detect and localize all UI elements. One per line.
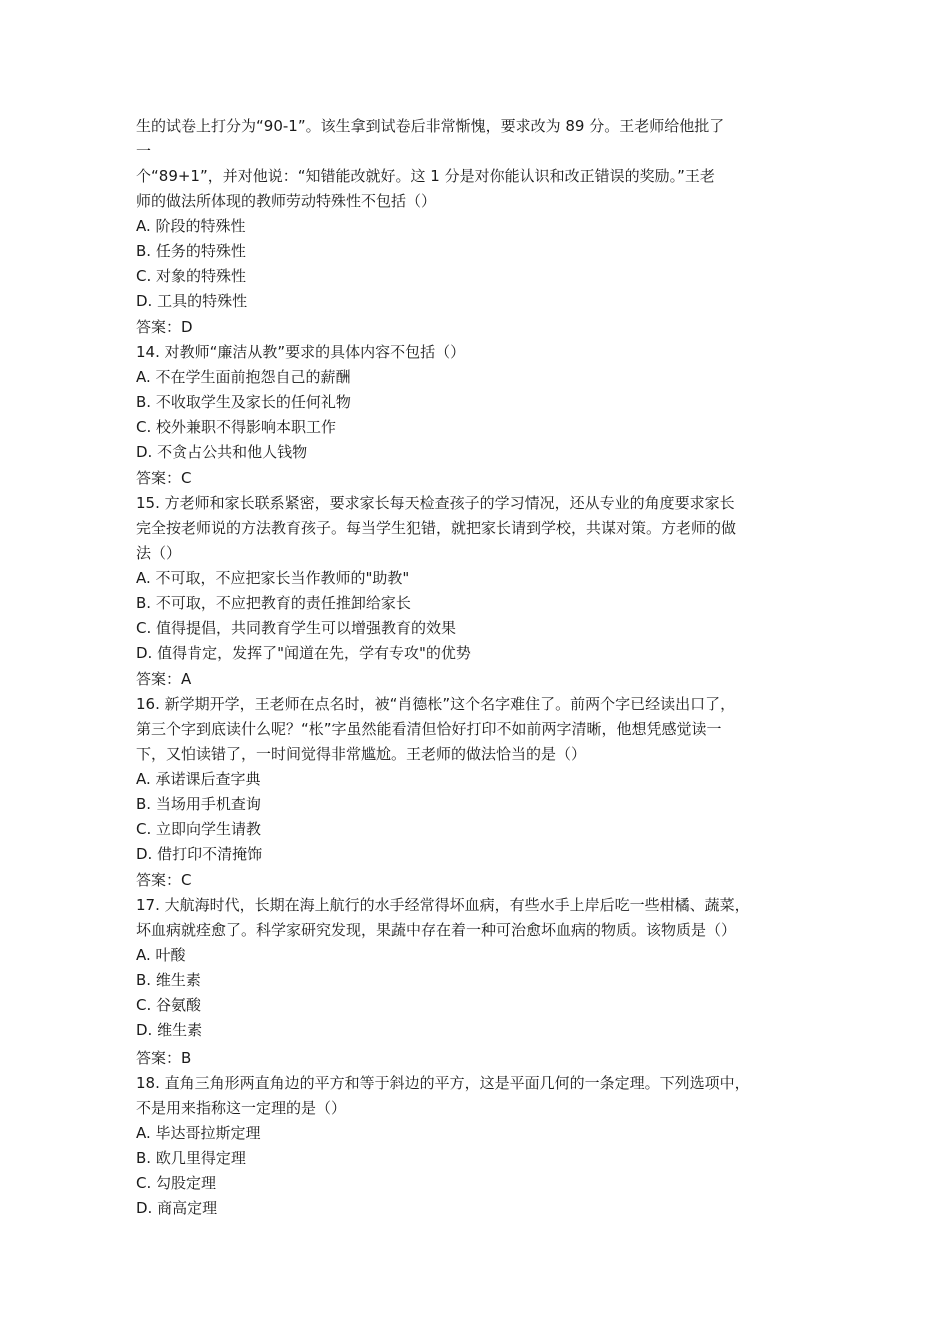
q18-option-d: D. 商高定理 [136, 1199, 218, 1217]
q17-option-c: C. 谷氨酸 [136, 996, 202, 1014]
q13-stem-line-2: 一 [136, 142, 152, 160]
q14-stem: 14. 对教师“廉洁从教”要求的具体内容不包括（） [136, 343, 466, 361]
q13-option-a: A. 阶段的特殊性 [136, 217, 246, 235]
q14-answer: 答案：C [136, 469, 192, 487]
q17-stem-line-1: 17. 大航海时代，长期在海上航行的水手经常得坏血病，有些水手上岸后吃一些柑橘、蔬菜， [136, 896, 750, 914]
q16-option-a: A. 承诺课后查字典 [136, 770, 261, 788]
q13-stem-line-4: 师的做法所体现的教师劳动特殊性不包括（） [136, 192, 437, 210]
q18-option-c: C. 勾股定理 [136, 1174, 217, 1192]
q14-option-b: B. 不收取学生及家长的任何礼物 [136, 393, 351, 411]
q18-stem-line-1: 18. 直角三角形两直角边的平方和等于斜边的平方，这是平面几何的一条定理。下列选项中， [136, 1074, 750, 1092]
q17-stem-line-2: 坏血病就痊愈了。科学家研究发现，果蔬中存在着一种可治愈坏血病的物质。该物质是（） [136, 921, 737, 939]
q16-option-c: C. 立即向学生请教 [136, 820, 262, 838]
q17-option-d: D. 维生素 [136, 1021, 203, 1039]
q14-option-d: D. 不贪占公共和他人钱物 [136, 443, 308, 461]
q17-option-a: A. 叶酸 [136, 946, 186, 964]
q17-option-b: B. 维生素 [136, 971, 201, 989]
q13-option-d: D. 工具的特殊性 [136, 292, 248, 310]
q14-option-a: A. 不在学生面前抱怨自己的薪酬 [136, 368, 351, 386]
q16-stem-line-3: 下，又怕读错了，一时间觉得非常尴尬。王老师的做法恰当的是（） [136, 745, 587, 763]
q13-option-b: B. 任务的特殊性 [136, 242, 246, 260]
document-content [136, 114, 820, 1221]
q16-stem-line-2: 第三个字到底读什么呢？“枨”字虽然能看清但恰好打印不如前两字清晰，他想凭感觉读一 [136, 720, 722, 738]
q15-option-b: B. 不可取，不应把教育的责任推卸给家长 [136, 594, 411, 612]
q13-answer: 答案：D [136, 318, 193, 336]
q15-answer: 答案：A [136, 670, 192, 688]
q15-stem-line-3: 法（） [136, 544, 182, 562]
q18-option-b: B. 欧几里得定理 [136, 1149, 246, 1167]
q16-option-b: B. 当场用手机查询 [136, 795, 261, 813]
q18-stem-line-2: 不是用来指称这一定理的是（） [136, 1099, 347, 1117]
q15-stem-line-1: 15. 方老师和家长联系紧密，要求家长每天检查孩子的学习情况，还从专业的角度要求家长 [136, 494, 735, 512]
q15-option-a: A. 不可取，不应把家长当作教师的"助教" [136, 569, 410, 587]
q14-option-c: C. 校外兼职不得影响本职工作 [136, 418, 337, 436]
q17-answer: 答案：B [136, 1049, 192, 1067]
q13-stem-line-1: 生的试卷上打分为“90-1”。该生拿到试卷后非常惭愧，要求改为 89 分。王老师给他批了 [136, 117, 725, 135]
q16-answer: 答案：C [136, 871, 192, 889]
q16-stem-line-1: 16. 新学期开学，王老师在点名时，被“肖德枨”这个名字难住了。前两个字已经读出口了， [136, 695, 736, 713]
q13-stem-line-3: 个“89+1”，并对他说：“知错能改就好。这 1 分是对你能认识和改正错误的奖励。”王老 [136, 167, 715, 185]
q15-option-d: D. 值得肯定，发挥了"闻道在先，学有专攻"的优势 [136, 644, 471, 662]
q15-stem-line-2: 完全按老师说的方法教育孩子。每当学生犯错，就把家长请到学校，共谋对策。方老师的做 [136, 519, 737, 537]
q18-option-a: A. 毕达哥拉斯定理 [136, 1124, 261, 1142]
q15-option-c: C. 值得提倡，共同教育学生可以增强教育的效果 [136, 619, 457, 637]
q16-option-d: D. 借打印不清掩饰 [136, 845, 263, 863]
q13-option-c: C. 对象的特殊性 [136, 267, 247, 285]
